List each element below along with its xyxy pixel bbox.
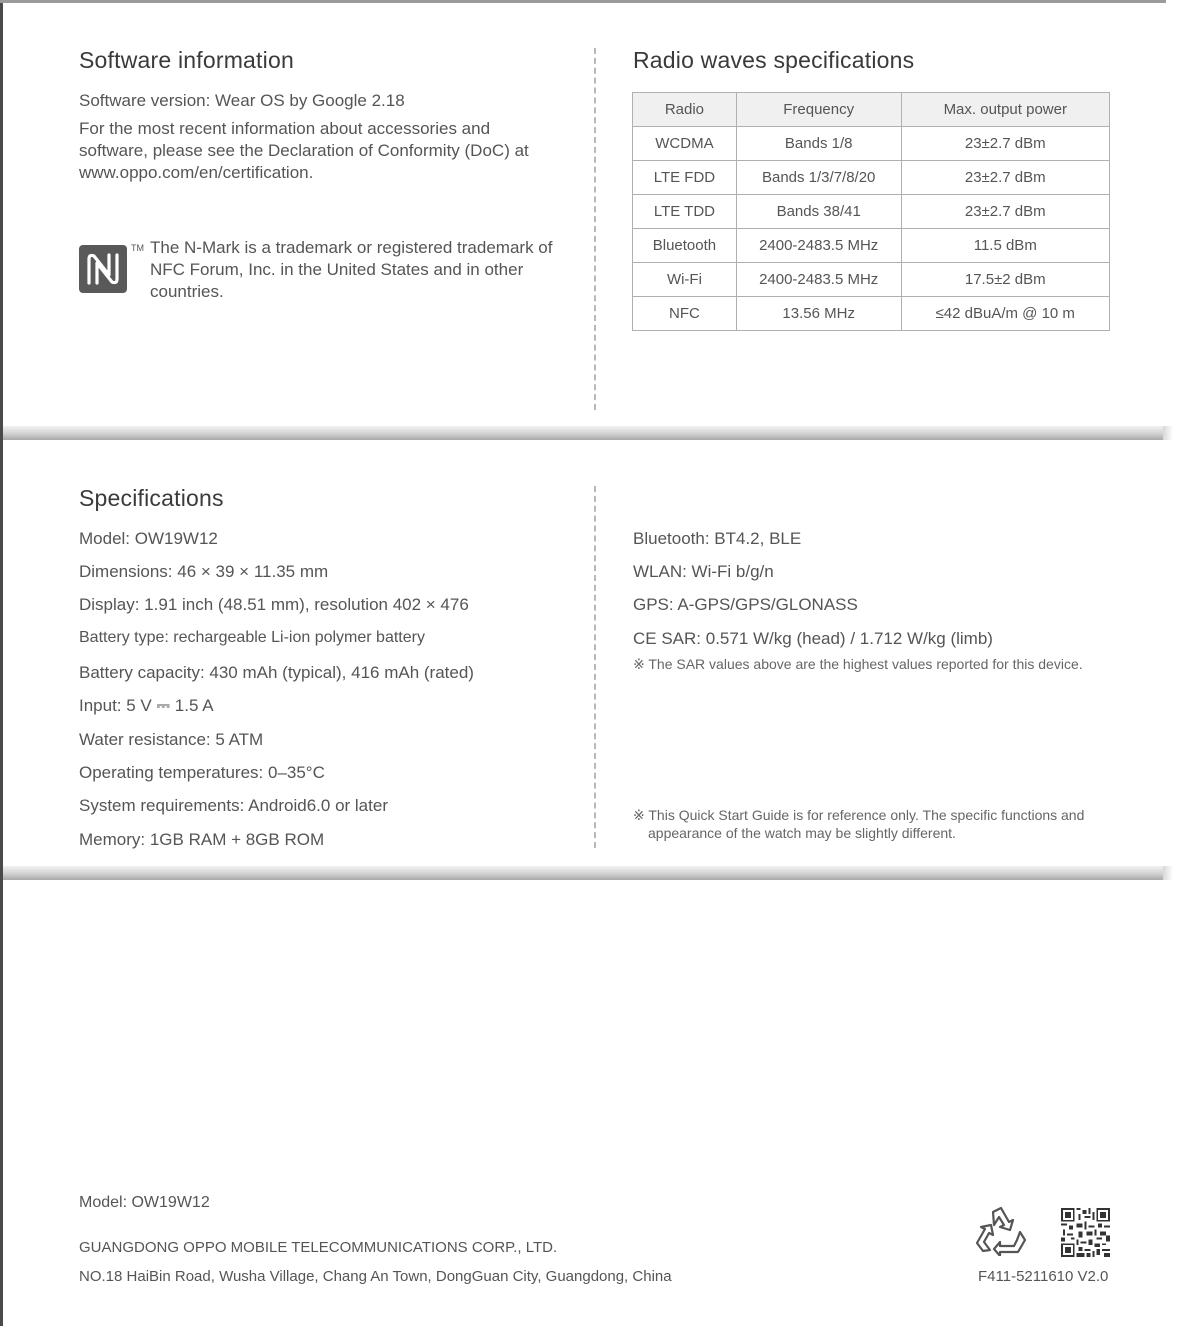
page-top-edge bbox=[0, 0, 1166, 3]
recycle-icon bbox=[974, 1206, 1028, 1256]
spec-water-resistance: Water resistance: 5 ATM bbox=[79, 730, 264, 749]
table-cell: Bands 1/8 bbox=[736, 127, 901, 161]
table-row bbox=[633, 195, 1110, 229]
spec-battery-capacity: Battery capacity: 430 mAh (typical), 416 mAh (rated) bbox=[79, 663, 474, 682]
spec-battery-type: Battery type: rechargeable Li-ion polymer battery bbox=[79, 629, 425, 646]
doc-info-text: For the most recent information about accessories and software, please see the Declaration of Conformity (DoC) at www.oppo.com/en/certification. bbox=[79, 119, 529, 182]
radio-specs-table bbox=[632, 92, 1110, 331]
table-cell: Wi-Fi bbox=[633, 263, 737, 297]
document-code: F411-5211610 V2.0 bbox=[978, 1268, 1109, 1285]
table-cell: 23±2.7 dBm bbox=[901, 127, 1109, 161]
table-cell: 17.5±2 dBm bbox=[901, 263, 1109, 297]
table-row bbox=[633, 263, 1110, 297]
radio-specs-title: Radio waves specifications bbox=[633, 47, 915, 73]
footer-model: Model: OW19W12 bbox=[79, 1194, 210, 1211]
footer-company: GUANGDONG OPPO MOBILE TELECOMMUNICATIONS CORP., LTD. bbox=[79, 1239, 558, 1256]
spec-memory: Memory: 1GB RAM + 8GB ROM bbox=[79, 830, 325, 849]
table-cell: Bands 1/3/7/8/20 bbox=[736, 161, 901, 195]
table-cell: 13.56 MHz bbox=[736, 297, 901, 331]
spec-dimensions: Dimensions: 46 × 39 × 11.35 mm bbox=[79, 562, 329, 581]
guide-note-line-2: appearance of the watch may be slightly different. bbox=[648, 825, 956, 841]
page-fold-shadow bbox=[3, 426, 1163, 440]
table-row bbox=[633, 127, 1110, 161]
table-cell: ≤42 dBuA/m @ 10 m bbox=[901, 297, 1109, 331]
software-version: Software version: Wear OS by Google 2.18 bbox=[79, 91, 405, 110]
spec-display: Display: 1.91 inch (48.51 mm), resolution 402 × 476 bbox=[79, 595, 469, 614]
table-cell: 11.5 dBm bbox=[901, 229, 1109, 263]
table-row bbox=[633, 161, 1110, 195]
column-divider-top bbox=[594, 48, 596, 410]
table-cell: 2400-2483.5 MHz bbox=[736, 229, 901, 263]
page-left-edge bbox=[0, 0, 3, 1326]
table-cell: 23±2.7 dBm bbox=[901, 195, 1109, 229]
spec-operating-temperatures: Operating temperatures: 0–35°C bbox=[79, 763, 325, 782]
table-cell: Bluetooth bbox=[633, 229, 737, 263]
table-header-row bbox=[633, 93, 1110, 127]
table-cell: 2400-2483.5 MHz bbox=[736, 263, 901, 297]
table-cell: NFC bbox=[633, 297, 737, 331]
page-fold-shadow bbox=[3, 866, 1163, 880]
table-cell: LTE FDD bbox=[633, 161, 737, 195]
spec-bluetooth: Bluetooth: BT4.2, BLE bbox=[633, 529, 802, 548]
spec-gps: GPS: A-GPS/GPS/GLONASS bbox=[633, 595, 858, 614]
guide-note-line-1: ※ This Quick Start Guide is for reference only. The specific functions and bbox=[633, 807, 1085, 823]
spec-model: Model: OW19W12 bbox=[79, 529, 218, 548]
qr-code bbox=[1061, 1208, 1110, 1257]
footer-address: NO.18 HaiBin Road, Wusha Village, Chang An Town, DongGuan City, Guangdong, China bbox=[79, 1268, 672, 1285]
table-row bbox=[633, 229, 1110, 263]
spec-input: Input: 5 V ⎓ 1.5 A bbox=[79, 696, 214, 715]
table-cell: LTE TDD bbox=[633, 195, 737, 229]
nmark-trademark-text: The N-Mark is a trademark or registered trademark of NFC Forum, Inc. in the United States and in other countries. bbox=[150, 238, 553, 301]
specifications-title: Specifications bbox=[79, 485, 224, 511]
table-cell: WCDMA bbox=[633, 127, 737, 161]
nfc-n-mark-icon bbox=[79, 245, 127, 293]
table-cell: 23±2.7 dBm bbox=[901, 161, 1109, 195]
table-row bbox=[633, 297, 1110, 331]
header-radio: Radio bbox=[633, 93, 737, 127]
spec-wlan: WLAN: Wi-Fi b/g/n bbox=[633, 562, 774, 581]
spec-ce-sar: CE SAR: 0.571 W/kg (head) / 1.712 W/kg (limb) bbox=[633, 629, 993, 648]
trademark-symbol: TM bbox=[131, 243, 144, 253]
spec-system-requirements: System requirements: Android6.0 or later bbox=[79, 796, 388, 815]
sar-note: ※ The SAR values above are the highest values reported for this device. bbox=[633, 656, 1083, 672]
header-max-output-power: Max. output power bbox=[901, 93, 1109, 127]
column-divider-bottom bbox=[594, 486, 596, 848]
table-cell: Bands 38/41 bbox=[736, 195, 901, 229]
header-frequency: Frequency bbox=[736, 93, 901, 127]
software-info-title: Software information bbox=[79, 47, 294, 73]
